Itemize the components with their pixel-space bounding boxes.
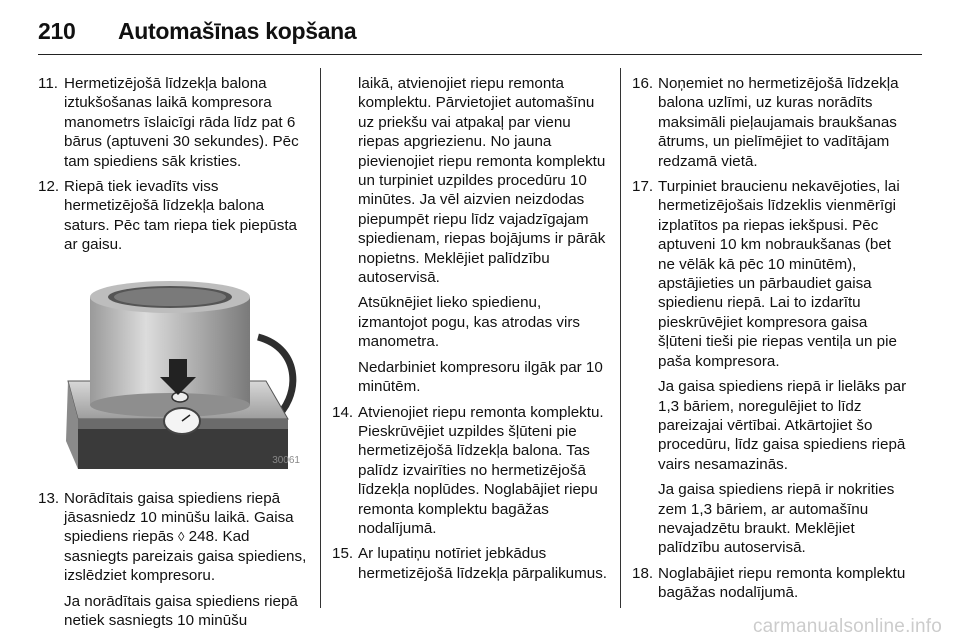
step-number: 18. <box>632 564 654 582</box>
compressor-illustration <box>38 269 308 477</box>
page-header <box>38 14 922 55</box>
figure-number: 30061 <box>272 455 300 467</box>
step-number: 11. <box>38 75 58 92</box>
column-divider-1 <box>320 68 321 608</box>
step-13-continued: laikā, atvienojiet riepu remonta komplektu. Pārvietojiet automašīnu uz priekšu vai atpakaļ par vienu riepas apgriezienu. No jauna pievienojiet riepu remonta komplektu un turpiniet uzpildes procedūru 10 minūtes. Ja vēl aizvien neizdodas piepumpēt riepu līdz vajadzīgajam spiedienam, riepas bojājums ir pārāk nopietns. Meklējiet palīdzību autoservisā. <box>358 75 606 287</box>
column-2 <box>332 74 608 589</box>
step-text-part: Norādītais gaisa spiediens riepā jāsasniedz 10 minūšu laikā. Gaisa spiediens riepās <box>64 489 294 546</box>
step-14 <box>332 403 608 539</box>
step-18 <box>632 564 910 603</box>
watermark: carmanualsonline.info <box>752 616 942 637</box>
step-text <box>64 489 308 586</box>
step-12 <box>38 177 308 255</box>
page-reference-icon: ◊ <box>178 529 185 545</box>
step-13-note-limit: Nedarbiniet kompresoru ilgāk par 10 minūtēm. <box>358 358 603 396</box>
step-text-part: 248. Kad sasniegts pareizais gaisa spiediens, izslēdziet kompresoru. <box>64 528 307 585</box>
step-text: Riepā tiek ievadīts viss hermetizējošā līdzekļa balona saturs. Pēc tam riepa tiek piepūsta ar gaisu. <box>64 178 297 254</box>
step-13-note: Ja norādītais gaisa spiediens riepā netiek sasniegts 10 minūšu <box>64 592 298 630</box>
step-text: Hermetizējošā līdzekļa balona iztukšošanas laikā kompresora manometrs īslaicīgi rāda līdz pat 6 bārus (aptuveni 30 sekundes). Pēc tam spiediens sāk kristies. <box>64 75 299 170</box>
page-number: 210 <box>38 18 76 44</box>
step-number: 12. <box>38 178 60 196</box>
step-text: Noņemiet no hermetizējošā līdzekļa balona uzlīmi, uz kuras norādīts maksimāli pieļaujamais braukšanas ātrums, un pielīmējiet to vadītājam redzamā vietā. <box>658 75 899 170</box>
step-13 <box>38 489 308 586</box>
step-number: 16. <box>632 75 654 92</box>
step-17-note-low: Ja gaisa spiediens riepā ir nokrities zem 1,3 bāriem, ar automašīnu nevajadzētu braukt. Meklējiet palīdzību autoservisā. <box>658 481 895 557</box>
step-17 <box>632 177 910 371</box>
step-number: 15. <box>332 545 354 563</box>
step-number: 17. <box>632 178 654 196</box>
column-3 <box>632 74 910 609</box>
step-text: Atvienojiet riepu remonta komplektu. Pieskrūvējiet uzpildes šļūteni pie hermetizējošā līdzekļa balona. Tas palīdz izvairīties no hermetizējošā līdzekļa noplūdes. Noglabājiet riepu remonta komplektu bagāžas nodalījumā. <box>358 403 604 537</box>
step-15 <box>332 544 608 583</box>
column-divider-2 <box>620 68 621 608</box>
step-17-note-high: Ja gaisa spiediens riepā ir lielāks par 1,3 bāriem, noregulējiet to līdz pareizajai vērtībai. Atkārtojiet šo procedūru, līdz gaisa spiediens riepā vairs nesamazinās. <box>658 378 907 473</box>
step-number: 13. <box>38 489 60 507</box>
step-text: Noglabājiet riepu remonta komplektu bagāžas nodalījumā. <box>658 564 906 602</box>
step-13-note-release: Atsūknējiet lieko spiedienu, izmantojot pogu, kas atrodas virs manometra. <box>358 294 581 351</box>
step-text: Ar lupatiņu notīriet jebkādus hermetizējošā līdzekļa pārpalikumus. <box>358 545 608 582</box>
step-text: Turpiniet braucienu nekavējoties, lai hermetizējošais līdzeklis vienmērīgi izplatītos pa riepas iekšpusi. Pēc aptuveni 10 km nobraukšanas (bet ne vēlāk kā pēc 10 minūtēm), apstājieties un pārbaudiet gaisa spiedienu riepā. Lai to izdarītu pieskrūvējiet kompresora gaisa šļūteni tieši pie riepas ventiļa un pie paša kompresora. <box>658 178 900 370</box>
step-11 <box>38 74 308 171</box>
step-number: 14. <box>332 403 354 421</box>
column-1 <box>38 74 308 637</box>
section-title: Automašīnas kopšana <box>118 18 357 44</box>
compressor-figure <box>38 269 308 477</box>
step-16 <box>632 74 910 171</box>
